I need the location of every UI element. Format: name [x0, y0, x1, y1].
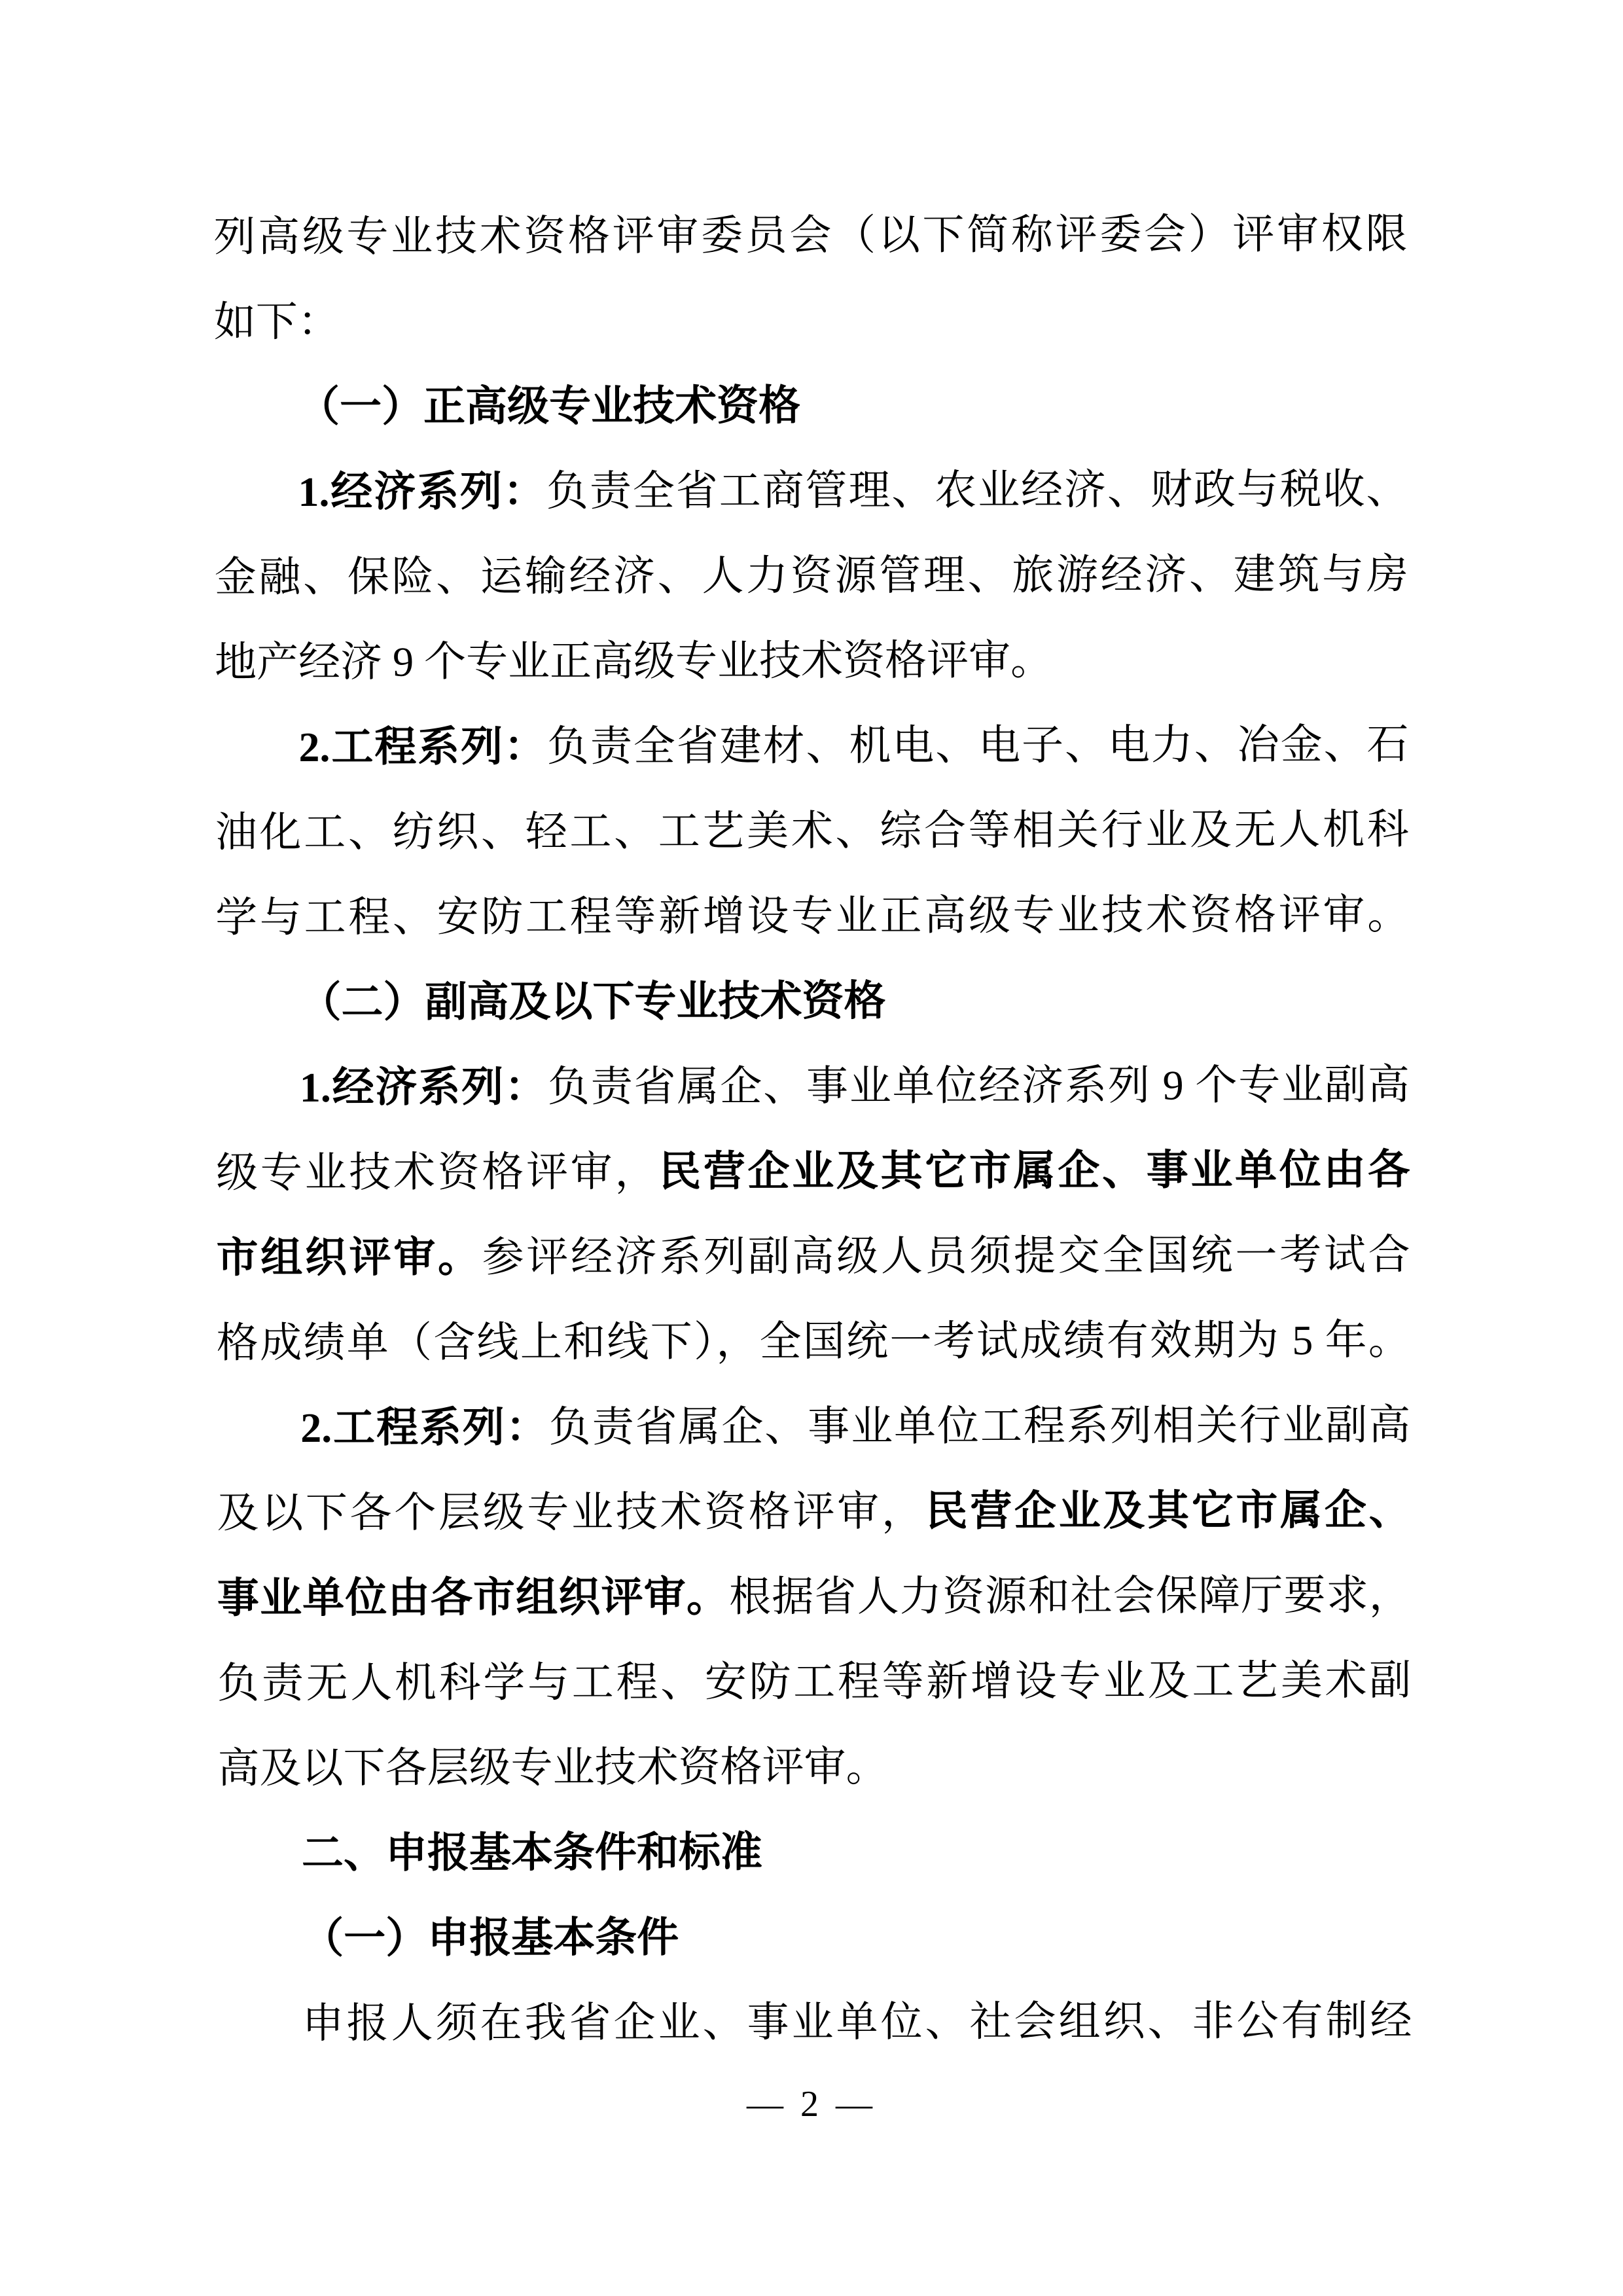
text-line [213, 192, 1407, 280]
text-line [218, 1979, 1412, 2067]
text-run: 负责全省工商管理、农业经济、财政与税收、 [546, 465, 1408, 515]
text-run: 申报人须在我省企业、事业单位、社会组织、非公有制经 [302, 1997, 1412, 2047]
text-line [215, 702, 1408, 791]
text-line [215, 872, 1409, 961]
text-line [218, 1893, 1412, 1982]
text-run: 负责无人机科学与工程、安防工程等新增设专业及工艺美术副 [217, 1657, 1412, 1707]
text-line [214, 362, 1408, 450]
text-line [217, 1553, 1411, 1641]
text-run: 级专业技术资格评审， [216, 1148, 660, 1196]
bold-text-run: 1.经济系列： [299, 1064, 548, 1111]
text-run: 高及以下各层级专业技术资格评审。 [217, 1743, 888, 1792]
text-run: 列高级专业技术资格评审委员会（以下简称评委会）评审权限 [213, 210, 1408, 260]
bold-text-run: 1.经济系列： [298, 468, 547, 516]
text-line [217, 1723, 1411, 1812]
text-run: 参评经济系列副高级人员须提交全国统一考试合 [482, 1231, 1410, 1281]
bold-text-run: （二）副高及以下专业技术资格 [299, 977, 886, 1026]
bold-text-run: （一）正高级专业技术资格 [298, 382, 801, 431]
text-run: 金融、保险、运输经济、人力资源管理、旅游经济、建筑与房 [214, 550, 1408, 601]
text-line [215, 532, 1408, 620]
page-number [0, 2081, 1623, 2127]
text-run: 及以下各个层级专业技术资格评审， [217, 1488, 926, 1537]
text-run: 如下： [213, 298, 340, 346]
text-line [216, 1128, 1410, 1216]
text-line [216, 1213, 1410, 1301]
bold-text-run: 事业单位由各市组织评审。 [217, 1573, 730, 1622]
text-line [217, 1638, 1411, 1727]
text-line [215, 787, 1409, 876]
text-line [218, 1808, 1412, 1897]
bold-text-run: 民营企业及其它市属企、事业单位由各 [659, 1146, 1410, 1195]
text-line [217, 1468, 1410, 1556]
text-line [214, 277, 1408, 365]
text-line [214, 447, 1408, 535]
bold-text-run: 市组织评审。 [216, 1234, 482, 1282]
text-run: 负责省属企、事业单位工程系列相关行业副高 [548, 1401, 1411, 1451]
text-run: 格成绩单（含线上和线下），全国统一考试成绩有效期为 5 年。 [216, 1316, 1410, 1367]
text-line [217, 1383, 1410, 1471]
bold-text-run: （一）申报基本条件 [302, 1914, 679, 1962]
text-line [217, 1298, 1410, 1386]
text-run: 负责省属企、事业单位经济系列 9 个专业副高 [547, 1061, 1410, 1111]
bold-text-run: 二、申报基本条件和标准 [301, 1829, 762, 1877]
text-run: 根据省人力资源和社会保障厅要求， [729, 1571, 1411, 1621]
bold-text-run: 2.工程系列： [300, 1404, 549, 1452]
text-run: 负责全省建材、机电、电子、电力、冶金、石 [546, 721, 1409, 770]
bold-text-run: 民营企业及其它市属企、 [925, 1486, 1411, 1535]
text-line [216, 1043, 1410, 1131]
document-content [213, 192, 1412, 2067]
page-number-label: — 2 — [747, 2084, 876, 2125]
text-line [215, 958, 1409, 1046]
text-run: 地产经济 9 个专业正高级专业技术资格评审。 [215, 637, 1053, 686]
text-run: 学与工程、安防工程等新增设专业正高级专业技术资格评审。 [215, 891, 1410, 941]
text-line [215, 617, 1408, 706]
text-run: 油化工、纺织、轻工、工艺美术、综合等相关行业及无人机科 [215, 806, 1409, 856]
bold-text-run: 2.工程系列： [298, 723, 548, 771]
